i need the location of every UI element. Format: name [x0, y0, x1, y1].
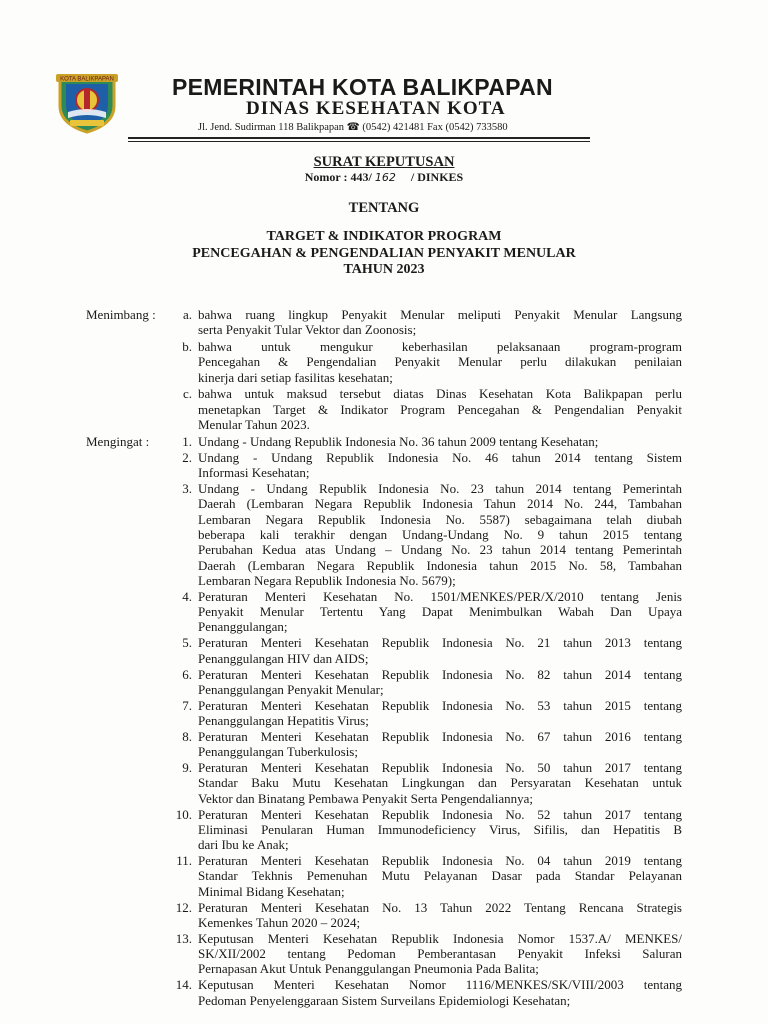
- item-text-line: Peraturan Menteri Kesehatan No. 1501/MENKES/PER/X/2010 tentang Jenis: [198, 588, 682, 604]
- decree-number-handwritten: 162: [374, 171, 396, 184]
- item-text-line: serta Penyakit Tular Vektor dan Zoonosis;: [198, 322, 417, 338]
- item-marker: 11.: [176, 853, 192, 869]
- item-marker: 13.: [175, 930, 192, 946]
- item-text: [198, 386, 682, 432]
- item-text-line: beberapa kali terakhir dengan Undang-Undang No. 9 tahun 2015 tentang: [198, 526, 682, 542]
- item-marker: 10.: [175, 806, 192, 822]
- item-text-line: Standar Tekhnis Pemenuhan Mutu Pelayanan Dasar pada Standar Pelayanan: [198, 868, 682, 884]
- decree-number-suffix: / DINKES: [410, 170, 464, 184]
- item-text-line: Informasi Kesehatan;: [198, 465, 310, 481]
- letterhead-subtitle: DINAS KESEHATAN KOTA: [246, 98, 506, 119]
- item-marker: c.: [182, 386, 192, 402]
- item-marker: 2.: [182, 449, 192, 465]
- item-text-line: Lembaran Negara Republik Indonesia No. 5679);: [198, 572, 456, 588]
- item-text-line: Pencegahan & Pengendalian Penyakit Menular perlu dilakukan penilaian: [198, 354, 682, 370]
- item-text-line: Eliminasi Penularan Human Immunodeficiency Virus, Sifilis, dan Hepatitis B: [198, 821, 682, 837]
- item-text-line: Pedoman Penyelenggaraan Sistem Surveilans Epidemiologi Kesehatan;: [198, 992, 571, 1008]
- letterhead-address: Jl. Jend. Sudirman 118 Balikpapan ☎ (0542) 421481 Fax (0542) 733580: [198, 122, 508, 133]
- item-text-line: SK/XII/2002 tentang Pedoman Pemberantasan Penyakit Infeksi Saluran: [198, 946, 682, 962]
- item-marker: 4.: [182, 588, 192, 604]
- item-marker: 8.: [182, 728, 192, 744]
- item-text-line: Standar Baku Mutu Kesehatan Lingkungan dan Persyaratan Kesehatan untuk: [198, 775, 682, 791]
- item-text-line: Penanggulangan Penyakit Menular;: [198, 681, 384, 697]
- item-text-line: bahwa untuk mengukur keberhasilan pelaksanaan program-program: [198, 339, 682, 354]
- item-text-line: Daerah (Lembaran Negara Republik Indonesia Tahun 2014 No. 244, Tambahan: [198, 496, 682, 512]
- item-text: [198, 900, 682, 931]
- subject-line: PENCEGAHAN & PENGENDALIAN PENYAKIT MENULAR: [192, 245, 576, 261]
- item-text-line: menetapkan Target & Indikator Program Pencegahan & Pengendalian Penyakit: [198, 401, 682, 417]
- letterhead-divider-thin: [128, 141, 590, 142]
- item-text-line: Undang - Undang Republik Indonesia No. 36 tahun 2009 tentang Kesehatan;: [198, 434, 599, 449]
- item-text-line: Minimal Bidang Kesehatan;: [198, 883, 345, 899]
- item-text-line: kinerja dari setiap fasilitas kesehatan;: [198, 369, 393, 385]
- item-text-line: Daerah (Lembaran Negara Republik Indonesia tahun 2015 No. 58, Tambahan: [198, 557, 682, 573]
- item-marker: 9.: [182, 760, 192, 776]
- subject-line: TARGET & INDIKATOR PROGRAM: [266, 229, 502, 244]
- item-text: [198, 853, 682, 899]
- item-text: [198, 450, 682, 481]
- item-text: [198, 807, 682, 853]
- item-text-line: Peraturan Menteri Kesehatan Republik Indonesia No. 82 tahun 2014 tentang: [198, 666, 682, 682]
- decree-number-prefix: Nomor : 443/: [304, 170, 372, 184]
- item-marker: 3.: [182, 481, 192, 497]
- decree-number: [0, 170, 768, 185]
- item-text-line: Undang - Undang Republik Indonesia No. 23 tahun 2014 tentang Pemerintah: [198, 481, 682, 497]
- item-text-line: Peraturan Menteri Kesehatan Republik Indonesia No. 21 tahun 2013 tentang: [198, 635, 682, 651]
- item-marker: 6.: [182, 666, 192, 682]
- city-emblem-logo: [54, 72, 120, 134]
- item-text-line: dari Ibu ke Anak;: [198, 837, 289, 853]
- item-text: [198, 760, 682, 806]
- item-text-line: Penanggulangan;: [198, 619, 288, 635]
- item-text: [198, 698, 682, 729]
- decree-about: TENTANG: [348, 200, 420, 216]
- item-text: [198, 481, 682, 588]
- item-text-line: Vektor dan Binatang Pembawa Penyakit Serta Pengendaliannya;: [198, 790, 534, 806]
- item-text: [198, 589, 682, 635]
- letterhead-divider: [128, 137, 590, 139]
- subject-line: TAHUN 2023: [343, 262, 425, 277]
- item-text-line: Peraturan Menteri Kesehatan Republik Indonesia No. 52 tahun 2017 tentang: [198, 806, 682, 822]
- item-text-line: Penyakit Menular Tertentu Yang Dapat Menimbulkan Wabah Dan Upaya: [198, 604, 682, 620]
- item-text-line: Keputusan Menteri Kesehatan Republik Indonesia Nomor 1537.A/ MENKES/: [198, 930, 682, 946]
- item-text-line: Penanggulangan Tuberkulosis;: [198, 744, 358, 760]
- menimbang-label: Menimbang :: [86, 307, 156, 322]
- item-text-line: Keputusan Menteri Kesehatan Nomor 1116/MENKES/SK/VIII/2003 tentang: [198, 977, 682, 993]
- item-text-line: Undang - Undang Republik Indonesia No. 46 tahun 2014 tentang Sistem: [198, 449, 682, 465]
- item-text: [198, 339, 682, 385]
- item-text-line: Pernapasan Akut Untuk Penanggulangan Pneumonia Pada Balita;: [198, 961, 539, 977]
- letterhead-title: PEMERINTAH KOTA BALIKPAPAN: [172, 74, 553, 100]
- mengingat-label: Mengingat :: [86, 434, 150, 449]
- item-text-line: Lembaran Negara Republik Indonesia No. 5587) sebagaimana telah diubah: [198, 511, 682, 527]
- item-text-line: Penanggulangan Hepatitis Virus;: [198, 712, 369, 728]
- item-marker: 7.: [182, 697, 192, 713]
- item-text: [198, 635, 682, 666]
- item-marker: 12.: [175, 899, 192, 915]
- item-marker: 14.: [175, 977, 192, 993]
- item-text: [198, 667, 682, 698]
- item-text-line: Peraturan Menteri Kesehatan Republik Indonesia No. 50 tahun 2017 tentang: [198, 760, 682, 776]
- item-text: [198, 931, 682, 977]
- item-text: [198, 977, 682, 1008]
- item-text: [198, 729, 682, 760]
- balikpapan-city-emblem-icon: [54, 72, 120, 134]
- item-text-line: Perubahan Kedua atas Undang – Undang No. 23 tahun 2014 tentang Pemerintah: [198, 542, 682, 558]
- item-text-line: Menular Tahun 2023.: [198, 416, 310, 432]
- item-marker: 1.: [182, 434, 192, 449]
- item-text-line: Peraturan Menteri Kesehatan Republik Indonesia No. 04 tahun 2019 tentang: [198, 853, 682, 869]
- decree-subject: [0, 229, 768, 279]
- decree-title: SURAT KEPUTUSAN: [313, 154, 455, 170]
- item-text-line: Penanggulangan HIV dan AIDS;: [198, 650, 369, 666]
- item-marker: b.: [182, 339, 192, 354]
- item-text-line: Peraturan Menteri Kesehatan Republik Indonesia No. 53 tahun 2015 tentang: [198, 697, 682, 713]
- item-marker: 5.: [182, 635, 192, 651]
- item-text: [198, 434, 682, 449]
- item-text-line: Kemenkes Tahun 2020 – 2024;: [198, 914, 361, 930]
- item-text-line: bahwa untuk maksud tersebut diatas Dinas Kesehatan Kota Balikpapan perlu: [198, 386, 682, 402]
- logo-banner: KOTA BALIKPAPAN: [60, 76, 114, 83]
- item-marker: a.: [182, 307, 192, 322]
- item-text-line: Peraturan Menteri Kesehatan No. 13 Tahun 2022 Tentang Rencana Strategis: [198, 899, 682, 915]
- item-text-line: Peraturan Menteri Kesehatan Republik Indonesia No. 67 tahun 2016 tentang: [198, 728, 682, 744]
- item-text: [198, 307, 682, 338]
- item-text-line: bahwa ruang lingkup Penyakit Menular meliputi Penyakit Menular Langsung: [198, 307, 682, 322]
